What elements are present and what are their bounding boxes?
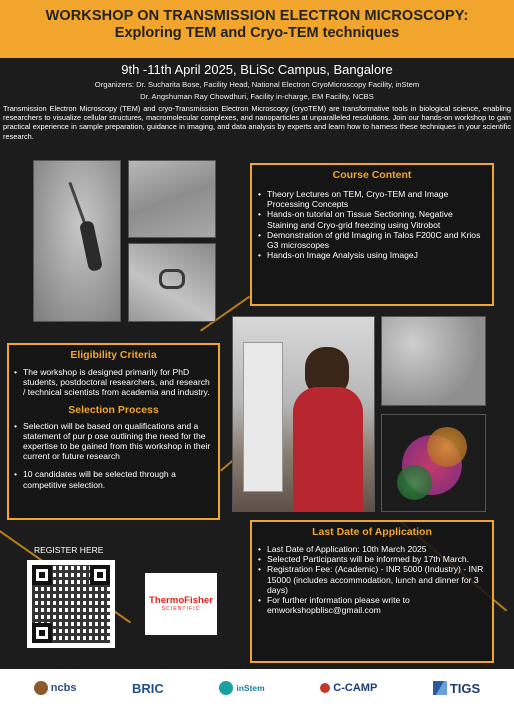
ncbs-text: ncbs — [50, 682, 77, 694]
ccamp-text: C-CAMP — [333, 682, 378, 694]
tigs-icon — [433, 681, 447, 695]
list-item: • Hands-on tutorial on Tissue Sectioning, Negative Staining and Cryo-grid freezing using Vitrobot — [258, 209, 486, 229]
thermofisher-logo — [145, 573, 217, 635]
footer-logos — [0, 669, 514, 707]
sponsor-sub: SCIENTIFIC — [161, 606, 201, 612]
sponsor-name: ThermoFisher — [149, 595, 213, 606]
last-date-title: Last Date of Application — [312, 526, 432, 538]
course-content-box — [250, 163, 494, 306]
tem-micrograph-cell — [128, 243, 216, 322]
organizer-1: Organizers: Dr. Sucharita Bose, Facility Head, National Electron CryoMicroscopy Facility, inStem — [94, 80, 420, 89]
list-item: • For further information please write to emworkshopblisc@gmail.com — [258, 595, 486, 615]
selection-title: Selection Process — [68, 403, 159, 416]
course-content-list — [258, 189, 486, 260]
selection-list — [14, 421, 213, 490]
bric-logo — [132, 681, 164, 696]
tigs-text: TIGS — [449, 680, 481, 696]
cryo-grid-image — [381, 316, 486, 406]
course-content-title: Course Content — [332, 169, 412, 181]
eligibility-list — [14, 367, 213, 398]
instem-logo — [219, 681, 264, 695]
registration-qr-code[interactable] — [27, 560, 115, 648]
protein-structure-image — [381, 414, 486, 512]
list-item: • Selected Participants will be informed by 17th March. — [258, 554, 486, 564]
eligibility-title: Eligibility Criteria — [70, 349, 157, 361]
tem-micrograph-tissue — [128, 160, 216, 238]
instem-text: inStem — [236, 683, 265, 693]
last-date-list — [258, 544, 486, 615]
list-item: • The workshop is designed primarily for PhD students, postdoctoral researchers, and research / technical scientists from academia and industry. — [14, 367, 213, 398]
bric-text: BRIC — [132, 680, 164, 696]
intro-paragraph: Transmission Electron Microscopy (TEM) and cryo-Transmission Electron Microscopy (cryoTEM) are transformative tools in biological science, enabling researchers to visualize cellular structures, macromolecular complexes, and nanoparticles at unparalleled resolutions. Join our hands-on workshop to gain practical experience in sample preparation, guidance in imaging, and data analysis by experts and learn how to harness these techniques in your scientific research. — [3, 104, 511, 141]
list-item: • Last Date of Application: 10th March 2025 — [258, 544, 486, 554]
tem-micrograph-bacterium — [33, 160, 121, 322]
title-line2: Exploring TEM and Cryo-TEM techniques — [114, 25, 400, 41]
ccamp-logo — [320, 682, 377, 694]
eligibility-box — [7, 343, 220, 520]
list-item: • 10 candidates will be selected through a competitive selection. — [14, 469, 213, 489]
list-item: • Registration Fee: (Academic) - INR 5000 (Industry) - INR 15000 (includes accommodation, lunch and dinner for 3 days) — [258, 564, 486, 595]
list-item: • Hands-on Image Analysis using ImageJ — [258, 250, 486, 260]
register-label: REGISTER HERE — [34, 545, 104, 555]
list-item: • Demonstration of grid Imaging in Talos F200C and Krios G3 microscopes — [258, 230, 486, 250]
organizer-2: Dr. Angshuman Ray Chowdhuri, Facility in-charge, EM Facility, NCBS — [140, 92, 374, 101]
list-item: • Theory Lectures on TEM, Cryo-TEM and Image Processing Concepts — [258, 189, 486, 209]
ncbs-logo — [34, 681, 77, 695]
lab-photo — [232, 316, 375, 512]
title-line1: WORKSHOP ON TRANSMISSION ELECTRON MICROSCOPY: — [45, 8, 469, 24]
header-banner — [0, 0, 514, 58]
list-item: • Selection will be based on qualifications and a statement of pur p ose outlining the need for the expertise to be gained from this workshop in their current or future research — [14, 421, 213, 462]
last-date-box — [250, 520, 494, 663]
tigs-logo — [433, 681, 480, 696]
dates-venue: 9th -11th April 2025, BLiSc Campus, Bangalore — [121, 62, 393, 77]
